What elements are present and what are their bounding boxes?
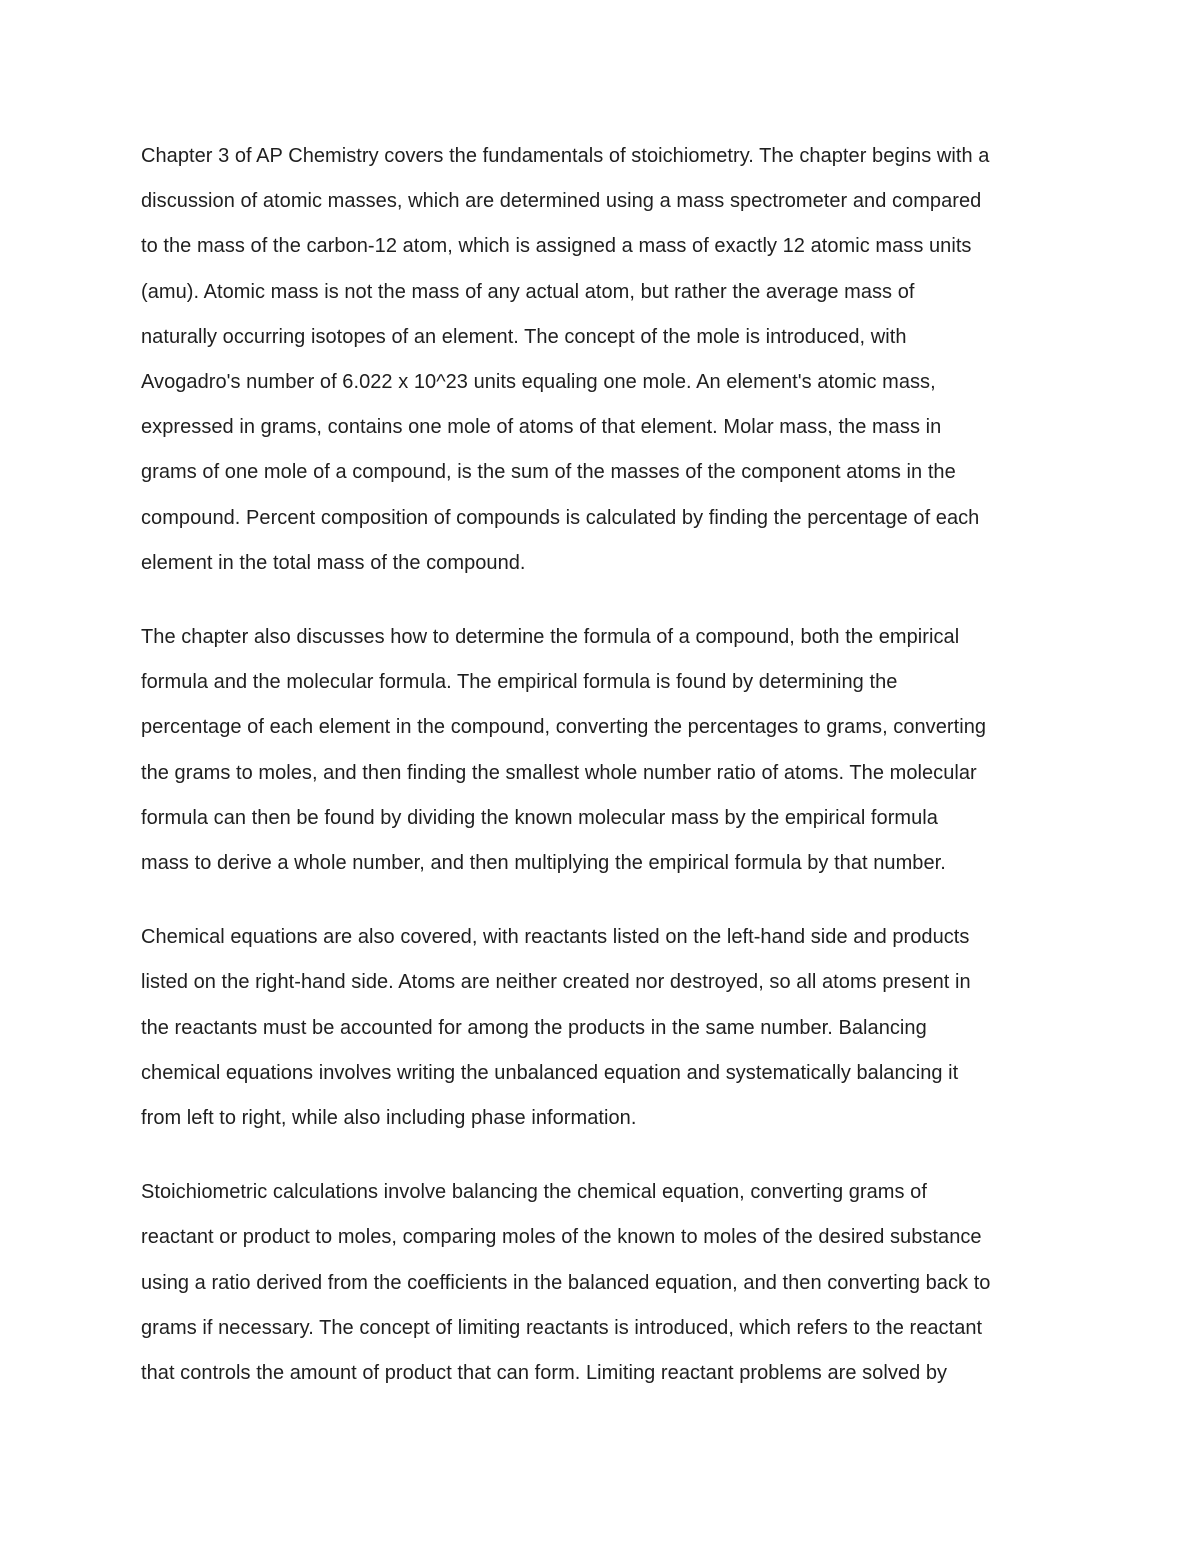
text-line: using a ratio derived from the coefficients in the balanced equation, and then converting back to <box>141 1271 991 1294</box>
text-line: reactant or product to moles, comparing moles of the known to moles of the desired substance <box>141 1226 982 1249</box>
text-line: mass to derive a whole number, and then multiplying the empirical formula by that number. <box>141 852 946 875</box>
text-line: that controls the amount of product that can form. Limiting reactant problems are solved by <box>141 1362 948 1385</box>
text-line: naturally occurring isotopes of an element. The concept of the mole is introduced, with <box>141 325 907 348</box>
text-line: Stoichiometric calculations involve balancing the chemical equation, converting grams of <box>141 1181 927 1204</box>
text-line: The chapter also discusses how to determine the formula of a compound, both the empirical <box>141 626 960 649</box>
text-line: Chemical equations are also covered, with reactants listed on the left-hand side and products <box>141 926 970 949</box>
text-line: compound. Percent composition of compounds is calculated by finding the percentage of each <box>141 506 980 529</box>
text-line: the reactants must be accounted for among the products in the same number. Balancing <box>141 1016 927 1039</box>
paragraph-stoichiometric-calculations <box>141 1170 1063 1396</box>
paragraph-formulas <box>141 615 1063 886</box>
document-body <box>141 134 1063 1425</box>
text-line: chemical equations involves writing the unbalanced equation and systematically balancing it <box>141 1061 959 1084</box>
paragraph-chemical-equations <box>141 915 1063 1141</box>
text-line: to the mass of the carbon-12 atom, which is assigned a mass of exactly 12 atomic mass units <box>141 235 972 258</box>
text-line: element in the total mass of the compound. <box>141 551 526 574</box>
text-line: listed on the right-hand side. Atoms are neither created nor destroyed, so all atoms present in <box>141 971 971 994</box>
text-line: grams of one mole of a compound, is the sum of the masses of the component atoms in the <box>141 461 956 484</box>
text-line: percentage of each element in the compound, converting the percentages to grams, converting <box>141 716 987 739</box>
paragraph-atomic-masses <box>141 134 1063 586</box>
text-line: Avogadro's number of 6.022 x 10^23 units equaling one mole. An element's atomic mass, <box>141 371 936 394</box>
text-line: formula and the molecular formula. The empirical formula is found by determining the <box>141 671 898 694</box>
text-line: (amu). Atomic mass is not the mass of any actual atom, but rather the average mass of <box>141 280 915 303</box>
text-line: expressed in grams, contains one mole of atoms of that element. Molar mass, the mass in <box>141 416 942 439</box>
text-line: formula can then be found by dividing the known molecular mass by the empirical formula <box>141 806 938 829</box>
text-line: discussion of atomic masses, which are determined using a mass spectrometer and compared <box>141 190 982 213</box>
text-line: from left to right, while also including phase information. <box>141 1107 637 1130</box>
text-line: grams if necessary. The concept of limiting reactants is introduced, which refers to the reactant <box>141 1316 983 1339</box>
text-line: Chapter 3 of AP Chemistry covers the fundamentals of stoichiometry. The chapter begins with a <box>141 145 990 167</box>
text-line: the grams to moles, and then finding the smallest whole number ratio of atoms. The molecular <box>141 761 977 784</box>
